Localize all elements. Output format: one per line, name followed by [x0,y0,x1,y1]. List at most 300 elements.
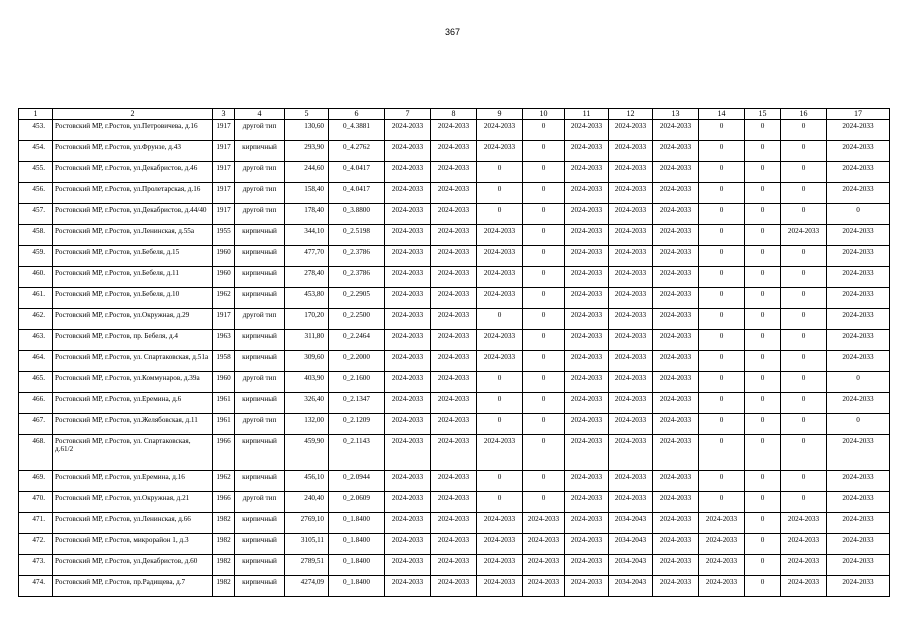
table-cell: кирпичный [235,554,285,575]
table-row [19,308,890,329]
table-cell: 0 [745,329,781,350]
table-cell: 2024-2033 [431,575,477,596]
table-cell: 2024-2033 [781,554,827,575]
table-row [19,203,890,224]
table-cell: 2024-2033 [699,512,745,533]
column-header: 7 [385,109,431,120]
table-row [19,329,890,350]
table-cell: 0 [477,182,523,203]
table-cell: 0 [781,203,827,224]
table-cell: 0 [745,512,781,533]
table-cell: 0_1.8400 [329,512,385,533]
table-cell: 2024-2033 [653,161,699,182]
table-row [19,161,890,182]
table-cell: 0 [523,120,565,141]
table-cell: 0 [781,308,827,329]
table-cell: 0_2.2500 [329,308,385,329]
table-cell: 0_4.0417 [329,161,385,182]
table-cell: другой тип [235,413,285,434]
table-cell: 2024-2033 [827,287,890,308]
table-row [19,266,890,287]
table-cell: 2024-2033 [609,161,653,182]
table-cell: 2024-2033 [609,140,653,161]
table-cell: 2024-2033 [431,350,477,371]
table-cell: 0 [477,471,523,492]
table-cell: 0_1.8400 [329,533,385,554]
table-cell: 456,10 [285,471,329,492]
table-cell: 2024-2033 [385,554,431,575]
table-cell: 2024-2033 [653,575,699,596]
table-cell: 0 [699,350,745,371]
table-cell: 403,90 [285,371,329,392]
table-cell: 470. [19,492,53,513]
table-cell: 2024-2033 [385,308,431,329]
table-cell: кирпичный [235,329,285,350]
table-cell: 0 [781,266,827,287]
table-cell: Ростовский МР, г.Ростов, ул.Декабристов, д.44/40 [53,203,213,224]
table-cell: 2024-2033 [431,224,477,245]
table-cell: 2024-2033 [565,245,609,266]
table-cell: 0 [745,140,781,161]
table-cell: 0 [699,413,745,434]
table-row [19,245,890,266]
table-cell: 2024-2033 [827,434,890,470]
table-cell: 2024-2033 [477,245,523,266]
table-cell: 465. [19,371,53,392]
table-cell: 0 [523,245,565,266]
table-cell: 2024-2033 [827,392,890,413]
table-cell: 0 [477,492,523,513]
table-cell: 0 [523,434,565,470]
table-cell: 2024-2033 [609,392,653,413]
table-cell: 0 [699,308,745,329]
table-cell: Ростовский МР, г.Ростов, ул.Бебеля, д.10 [53,287,213,308]
table-cell: 2024-2033 [431,512,477,533]
table-cell: 0 [699,392,745,413]
table-cell: 2789,51 [285,554,329,575]
table-cell: 464. [19,350,53,371]
table-cell: 2024-2033 [653,554,699,575]
table-row [19,575,890,596]
table-cell: 2024-2033 [609,350,653,371]
table-cell: 2024-2033 [385,392,431,413]
column-header: 14 [699,109,745,120]
table-cell: 2024-2033 [385,287,431,308]
table-cell: 2024-2033 [565,492,609,513]
table-cell: кирпичный [235,266,285,287]
column-header: 15 [745,109,781,120]
table-cell: 455. [19,161,53,182]
table-cell: 0 [745,224,781,245]
table-cell: 454. [19,140,53,161]
table-cell: 2024-2033 [477,224,523,245]
table-row [19,554,890,575]
table-cell: 0 [477,308,523,329]
table-row [19,492,890,513]
table-cell: 0 [523,492,565,513]
table-cell: 0 [745,350,781,371]
table-cell: 0 [781,245,827,266]
table-cell: 2024-2033 [653,308,699,329]
table-cell: 2024-2033 [827,492,890,513]
table-cell: 2024-2033 [653,120,699,141]
table-cell: 0 [523,308,565,329]
table-cell: 0 [745,554,781,575]
table-row [19,182,890,203]
table-cell: 0 [781,471,827,492]
table-cell: 2024-2033 [431,492,477,513]
table-cell: 344,10 [285,224,329,245]
table-cell: 0 [523,471,565,492]
column-header: 8 [431,109,477,120]
table-cell: 2024-2033 [609,492,653,513]
table-cell: 2024-2033 [523,533,565,554]
table-cell: 0 [745,371,781,392]
table-cell: 0 [745,203,781,224]
table-cell: 1917 [213,120,235,141]
table-cell: 2024-2033 [385,492,431,513]
table-cell: 0 [477,392,523,413]
table-cell: 0 [523,392,565,413]
table-cell: 2024-2033 [653,182,699,203]
table-cell: 2024-2033 [565,575,609,596]
table-cell: 1958 [213,350,235,371]
table-cell: 0 [781,392,827,413]
table-cell: 0_2.2905 [329,287,385,308]
table-cell: Ростовский МР, г.Ростов, ул.Фрунзе, д.43 [53,140,213,161]
table-cell: 2034-2043 [609,533,653,554]
table-cell: 0_2.2464 [329,329,385,350]
table-cell: 2024-2033 [477,350,523,371]
table-cell: 467. [19,413,53,434]
table-cell: 2024-2033 [431,533,477,554]
table-cell: 1963 [213,329,235,350]
table-cell: 2024-2033 [827,140,890,161]
table-cell: 2024-2033 [781,575,827,596]
table-cell: 2024-2033 [565,224,609,245]
table-cell: 0_2.1143 [329,434,385,470]
table-row [19,392,890,413]
table-cell: 0 [745,266,781,287]
table-cell: кирпичный [235,533,285,554]
table-cell: 2024-2033 [565,350,609,371]
table-cell: 178,40 [285,203,329,224]
column-header: 9 [477,109,523,120]
table-cell: 2024-2033 [609,329,653,350]
table-cell: 0 [827,203,890,224]
table-cell: 1917 [213,182,235,203]
table-cell: 158,40 [285,182,329,203]
table-cell: 0 [699,161,745,182]
table-cell: 2034-2043 [609,554,653,575]
table-cell: 0 [523,413,565,434]
table-cell: 2024-2033 [653,350,699,371]
table-cell: 0_2.0944 [329,471,385,492]
table-cell: 2024-2033 [609,308,653,329]
table-cell: 0_2.0609 [329,492,385,513]
table-cell: 477,70 [285,245,329,266]
table-cell: 1982 [213,575,235,596]
table-cell: 0 [523,224,565,245]
table-cell: 2024-2033 [565,329,609,350]
table-cell: 309,60 [285,350,329,371]
table-cell: 2024-2033 [653,434,699,470]
table-cell: 2024-2033 [385,120,431,141]
table-cell: 2024-2033 [653,224,699,245]
table-cell: кирпичный [235,471,285,492]
table-cell: 2024-2033 [653,392,699,413]
table-cell: 2024-2033 [477,512,523,533]
table-cell: 462. [19,308,53,329]
table-cell: 0_3.8800 [329,203,385,224]
table-cell: 1955 [213,224,235,245]
table-cell: 0_4.0417 [329,182,385,203]
table-cell: 460. [19,266,53,287]
table-cell: Ростовский МР, г.Ростов, микрорайон 1, д.3 [53,533,213,554]
table-cell: 2024-2033 [653,371,699,392]
table-cell: 0 [781,492,827,513]
column-header: 11 [565,109,609,120]
table-cell: 1917 [213,161,235,182]
table-cell: 0 [699,492,745,513]
table-cell: 1961 [213,392,235,413]
table-cell: 1917 [213,140,235,161]
table-cell: Ростовский МР, г.Ростов, ул.Коммунаров, д.39а [53,371,213,392]
table-cell: 2024-2033 [609,120,653,141]
table-cell: 1982 [213,512,235,533]
table-cell: 0 [699,245,745,266]
table-cell: 2024-2033 [385,224,431,245]
table-cell: 2024-2033 [653,533,699,554]
table-cell: 2024-2033 [565,140,609,161]
table-cell: 2024-2033 [477,434,523,470]
table-cell: 2024-2033 [827,575,890,596]
table-cell: 0 [477,203,523,224]
column-header: 17 [827,109,890,120]
table-body [19,120,890,597]
column-header: 6 [329,109,385,120]
table-cell: 2024-2033 [827,120,890,141]
table-cell: 2024-2033 [699,575,745,596]
table-cell: 2024-2033 [477,287,523,308]
table-cell: 0_2.3786 [329,266,385,287]
table-cell: 0 [523,140,565,161]
table-cell: другой тип [235,492,285,513]
table-cell: 2024-2033 [827,308,890,329]
table-cell: 0_2.1347 [329,392,385,413]
table-cell: 0 [827,413,890,434]
table-cell: 0 [699,182,745,203]
table-cell: 2024-2033 [781,533,827,554]
table-cell: 459,90 [285,434,329,470]
table-cell: 2024-2033 [609,287,653,308]
table-cell: 473. [19,554,53,575]
table-cell: 2024-2033 [385,140,431,161]
table-cell: 0 [523,266,565,287]
table-cell: 468. [19,434,53,470]
column-header: 13 [653,109,699,120]
table-cell: 2024-2033 [385,329,431,350]
table-cell: 170,20 [285,308,329,329]
table-cell: 0 [745,392,781,413]
table-cell: Ростовский МР, г.Ростов, ул.Желябовская, д.11 [53,413,213,434]
column-header: 16 [781,109,827,120]
table-cell: Ростовский МР, г.Ростов, ул.Декабристов, д.60 [53,554,213,575]
table-cell: 2024-2033 [385,203,431,224]
column-header: 1 [19,109,53,120]
table-cell: 0 [699,266,745,287]
table-cell: 2024-2033 [431,245,477,266]
table-cell: 2024-2033 [609,224,653,245]
table-cell: 2024-2033 [609,182,653,203]
table-cell: 326,40 [285,392,329,413]
table-cell: 2024-2033 [653,492,699,513]
table-cell: 0 [699,471,745,492]
column-header: 3 [213,109,235,120]
table-cell: Ростовский МР, г.Ростов, ул.Окружная, д.29 [53,308,213,329]
table-cell: 2024-2033 [477,575,523,596]
table-cell: 2024-2033 [609,413,653,434]
table-cell: 2024-2033 [477,120,523,141]
table-cell: 0 [781,161,827,182]
table-cell: 130,60 [285,120,329,141]
table-cell: 2024-2033 [781,224,827,245]
table-cell: 453. [19,120,53,141]
table-cell: 2024-2033 [477,266,523,287]
table-cell: 466. [19,392,53,413]
table-cell: 0_2.1600 [329,371,385,392]
table-cell: 2024-2033 [431,434,477,470]
table-cell: 456. [19,182,53,203]
table-cell: Ростовский МР, г.Ростов, ул.Бебеля, д.11 [53,266,213,287]
table-cell: Ростовский МР, г.Ростов, пр.Радищева, д.7 [53,575,213,596]
table-cell: 2024-2033 [385,533,431,554]
table-cell: 2024-2033 [565,554,609,575]
table-cell: 2024-2033 [565,308,609,329]
table-cell: 0 [781,371,827,392]
table-cell: 0_2.2000 [329,350,385,371]
table-cell: 2034-2043 [609,512,653,533]
table-cell: 2024-2033 [699,554,745,575]
table-cell: 1966 [213,434,235,470]
table-row [19,413,890,434]
table-cell: 0_2.5198 [329,224,385,245]
table-cell: Ростовский МР, г.Ростов, пр. Бебеля, д.4 [53,329,213,350]
table-cell: 2024-2033 [523,512,565,533]
table-cell: 0 [523,371,565,392]
table-cell: 2024-2033 [431,266,477,287]
table-row [19,434,890,470]
table-cell: 0 [745,245,781,266]
table-cell: 1966 [213,492,235,513]
table-cell: 0 [477,371,523,392]
column-header: 10 [523,109,565,120]
table-cell: 0 [745,492,781,513]
table-cell: кирпичный [235,512,285,533]
table-cell: 2024-2033 [827,350,890,371]
table-cell: кирпичный [235,392,285,413]
table-cell: другой тип [235,182,285,203]
table-cell: 2024-2033 [431,161,477,182]
table-cell: 2024-2033 [653,266,699,287]
table-cell: 2024-2033 [653,287,699,308]
table-cell: 2024-2033 [781,512,827,533]
table-cell: 2024-2033 [431,287,477,308]
table-cell: 0 [781,140,827,161]
table-cell: 2024-2033 [827,161,890,182]
table-cell: 471. [19,512,53,533]
table-cell: кирпичный [235,224,285,245]
table-cell: 2024-2033 [609,266,653,287]
table-row [19,371,890,392]
table-cell: 458. [19,224,53,245]
table-cell: 1982 [213,533,235,554]
table-cell: 2024-2033 [385,350,431,371]
table-cell: 1960 [213,371,235,392]
table-cell: другой тип [235,120,285,141]
table-cell: 0_1.8400 [329,575,385,596]
table-cell: 0 [699,203,745,224]
table-cell: 0 [781,434,827,470]
table-cell: 0 [523,350,565,371]
table-cell: 2024-2033 [565,413,609,434]
table-cell: 2024-2033 [565,266,609,287]
table-cell: 2024-2033 [565,533,609,554]
table-cell: 2024-2033 [565,287,609,308]
table-cell: 0 [745,161,781,182]
table-cell: 2034-2043 [609,575,653,596]
table-cell: 2024-2033 [827,266,890,287]
table-cell: кирпичный [235,350,285,371]
column-header: 4 [235,109,285,120]
housing-table [18,108,890,597]
table-cell: 0 [699,371,745,392]
table-cell: 0_2.1209 [329,413,385,434]
table-cell: 1960 [213,245,235,266]
table-cell: 2024-2033 [565,471,609,492]
table-cell: 472. [19,533,53,554]
table-cell: 0 [781,329,827,350]
table-cell: 2024-2033 [827,329,890,350]
table-cell: другой тип [235,161,285,182]
table-cell: Ростовский МР, г.Ростов, ул.Декабристов, д.46 [53,161,213,182]
table-cell: 2024-2033 [477,533,523,554]
table-cell: 463. [19,329,53,350]
table-cell: 461. [19,287,53,308]
table-cell: 0_4.3881 [329,120,385,141]
table-cell: 2024-2033 [653,245,699,266]
table-cell: 2024-2033 [565,120,609,141]
table-cell: 2024-2033 [565,512,609,533]
table-cell: 2024-2033 [523,554,565,575]
table-cell: 311,80 [285,329,329,350]
table-cell: 0_1.8400 [329,554,385,575]
table-cell: 2024-2033 [653,413,699,434]
table-cell: 0 [745,533,781,554]
table-cell: 2024-2033 [477,140,523,161]
column-header: 5 [285,109,329,120]
table-cell: 2024-2033 [385,182,431,203]
table-cell: 2024-2033 [565,203,609,224]
table-cell: 2024-2033 [385,371,431,392]
table-cell: 1962 [213,287,235,308]
page-number: 367 [444,27,461,37]
table-cell: 0 [745,182,781,203]
table-cell: Ростовский МР, г.Ростов, ул.Бебеля, д.15 [53,245,213,266]
table-cell: 2024-2033 [609,371,653,392]
table-cell: Ростовский МР, г.Ростов, ул.Еремина, д.6 [53,392,213,413]
table-cell: другой тип [235,308,285,329]
